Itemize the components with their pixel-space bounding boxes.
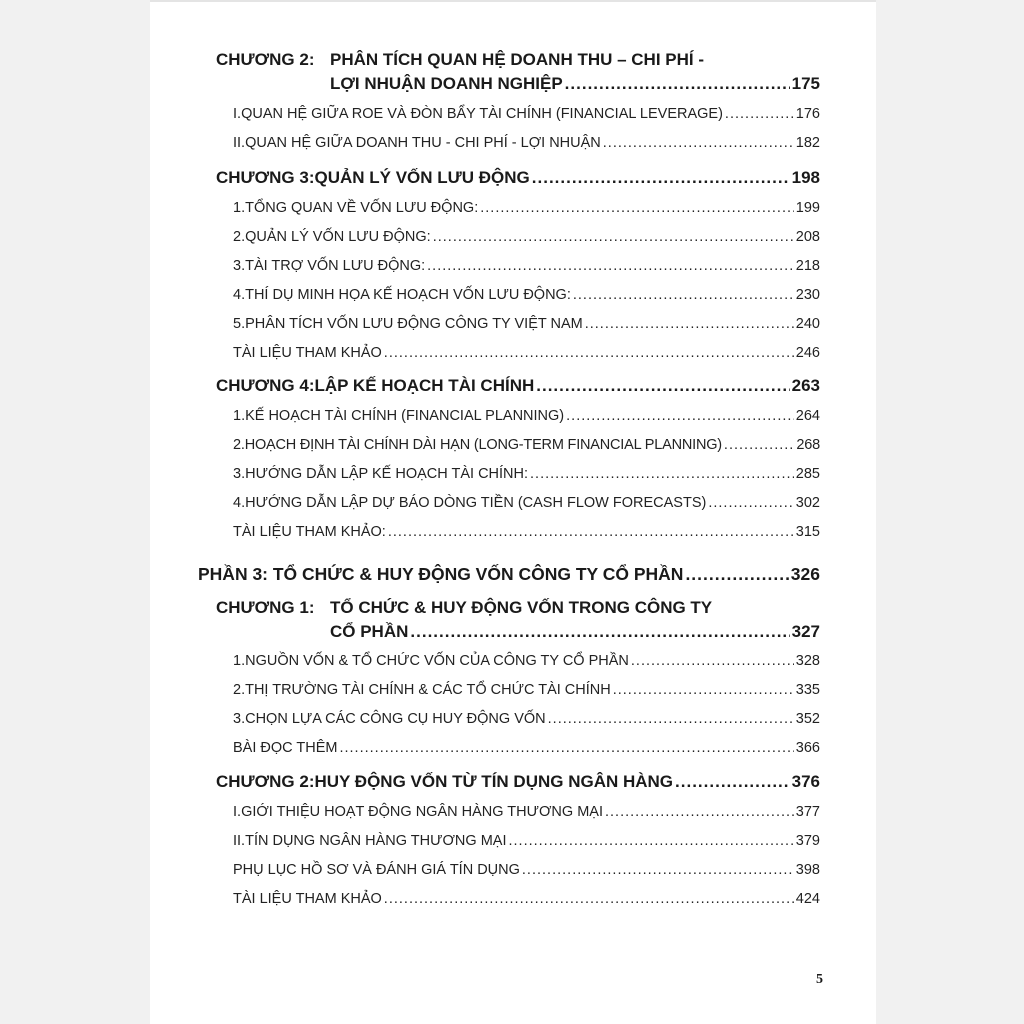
item-title: TÀI LIỆU THAM KHẢO [233,345,382,361]
page-number: 285 [795,466,820,482]
toc-item-further-reading[interactable] [233,740,820,756]
chapter-number: CHƯƠNG 2: [216,772,315,791]
dot-leader [433,229,794,245]
toc-item[interactable] [233,711,820,727]
item-number: 3. [233,258,246,274]
item-number: 3. [233,711,246,727]
page-number: 335 [795,682,820,698]
toc-chapter-entry[interactable] [216,772,820,792]
dot-leader [384,891,794,907]
item-title: TỔNG QUAN VỀ VỐN LƯU ĐỘNG: [245,200,479,216]
item-title: HƯỚNG DẪN LẬP DỰ BÁO DÒNG TIỀN (CASH FLOW FORECASTS) [245,495,707,511]
item-number: 1. [233,200,246,216]
page-footer-number: 5 [816,972,823,987]
item-title: TÀI TRỢ VỐN LƯU ĐỘNG: [245,258,426,274]
page-number: 199 [795,200,820,216]
dot-leader [536,376,789,396]
page-number: 240 [795,316,820,332]
chapter-title-line1: PHÂN TÍCH QUAN HỆ DOANH THU – CHI PHÍ - [330,50,705,69]
item-title: HOẠCH ĐỊNH TÀI CHÍNH DÀI HẠN (LONG-TERM FINANCIAL PLANNING) [244,437,722,453]
toc-chapter-entry[interactable] [330,74,820,94]
dot-leader [530,466,794,482]
item-title: QUẢN LÝ VỐN LƯU ĐỘNG: [245,229,431,245]
page-number: 302 [795,495,820,511]
item-title: THÍ DỤ MINH HỌA KẾ HOẠCH VỐN LƯU ĐỘNG: [245,287,571,303]
page-number: 264 [795,408,820,424]
dot-leader [603,135,794,151]
dot-leader [605,804,794,820]
item-number: I. [233,106,242,122]
toc-chapter-entry[interactable] [216,376,820,396]
item-title: PHÂN TÍCH VỐN LƯU ĐỘNG CÔNG TY VIỆT NAM [245,316,583,332]
chapter-title: HUY ĐỘNG VỐN TỪ TÍN DỤNG NGÂN HÀNG [314,772,674,791]
chapter-title-line1: TỔ CHỨC & HUY ĐỘNG VỐN TRONG CÔNG TY [330,598,713,617]
page-number: 366 [795,740,820,756]
page-number: 263 [791,376,820,395]
toc-chapter-heading [216,50,704,70]
toc-item[interactable] [233,135,820,151]
item-number: 2. [233,437,245,453]
dot-leader [480,200,794,216]
item-number: 4. [233,287,246,303]
toc-item-references[interactable] [233,345,820,361]
dot-leader [613,682,794,698]
dot-leader [427,258,794,274]
toc-item-appendix[interactable] [233,862,820,878]
toc-item[interactable] [233,804,820,820]
part-title: PHẦN 3: TỔ CHỨC & HUY ĐỘNG VỐN CÔNG TY CỔ PHẦN [198,564,684,584]
dot-leader [566,408,794,424]
page-number: 352 [795,711,820,727]
chapter-number: CHƯƠNG 3: [216,168,315,187]
dot-leader [532,168,790,188]
toc-item[interactable] [233,287,820,303]
toc-item-references[interactable] [233,891,820,907]
toc-item[interactable] [233,200,820,216]
toc-chapter-entry[interactable] [330,622,820,642]
toc-item[interactable] [233,106,820,122]
chapter-title: QUẢN LÝ VỐN LƯU ĐỘNG [314,168,530,187]
chapter-number: CHƯƠNG 1: [216,598,315,617]
page-number: 376 [791,772,820,791]
item-title: HƯỚNG DẪN LẬP KẾ HOẠCH TÀI CHÍNH: [245,466,529,482]
item-number: 3. [233,466,246,482]
page-number: 268 [796,437,820,453]
page-number: 175 [791,74,820,93]
dot-leader [548,711,794,727]
chapter-number: CHƯƠNG 2: [216,50,315,69]
dot-leader [388,524,794,540]
toc-item[interactable] [233,316,820,332]
dot-leader [724,437,794,453]
item-number: I. [233,804,242,820]
toc-item[interactable] [233,466,820,482]
toc-item[interactable] [233,229,820,245]
toc-item-references[interactable] [233,524,820,540]
toc-item[interactable] [233,437,820,453]
item-title: BÀI ĐỌC THÊM [233,740,338,756]
toc-item[interactable] [233,682,820,698]
dot-leader [631,653,794,669]
page-number: 326 [790,564,820,584]
dot-leader [522,862,794,878]
toc-chapter-entry[interactable] [216,168,820,188]
dot-leader [565,74,790,94]
dot-leader [384,345,794,361]
page-number: 377 [795,804,820,820]
toc-item[interactable] [233,258,820,274]
page-number: 230 [795,287,820,303]
item-number: 2. [233,682,246,698]
dot-leader [675,772,790,792]
item-number: 2. [233,229,246,245]
dot-leader [685,564,788,585]
page-number: 379 [795,833,820,849]
item-number: 1. [233,653,246,669]
page-number: 315 [795,524,820,540]
toc-item[interactable] [233,408,820,424]
dot-leader [708,495,793,511]
item-number: II. [233,135,246,151]
item-number: 4. [233,495,246,511]
chapter-title-line2: CỔ PHẦN [330,622,409,641]
item-title: PHỤ LỤC HỒ SƠ VÀ ĐÁNH GIÁ TÍN DỤNG [233,862,520,878]
dot-leader [410,622,789,642]
toc-item[interactable] [233,495,820,511]
item-title: CHỌN LỰA CÁC CÔNG CỤ HUY ĐỘNG VỐN [245,711,546,727]
toc-part-entry[interactable] [198,564,820,585]
item-title: KẾ HOẠCH TÀI CHÍNH (FINANCIAL PLANNING) [245,408,565,424]
page-number: 198 [791,168,820,187]
item-number: 1. [233,408,246,424]
chapter-number: CHƯƠNG 4: [216,376,315,395]
dot-leader [573,287,794,303]
toc-chapter-heading [216,598,712,618]
dot-leader [508,833,793,849]
dot-leader [339,740,793,756]
item-title: TÍN DỤNG NGÂN HÀNG THƯƠNG MẠI [245,833,507,849]
item-number: 5. [233,316,246,332]
toc-item[interactable] [233,653,820,669]
dot-leader [725,106,794,122]
dot-leader [585,316,794,332]
item-number: II. [233,833,246,849]
chapter-title: LẬP KẾ HOẠCH TÀI CHÍNH [314,376,535,395]
page-number: 328 [795,653,820,669]
page-number: 176 [795,106,820,122]
toc-item[interactable] [233,833,820,849]
item-title: QUAN HỆ GIỮA DOANH THU - CHI PHÍ - LỢI NHUẬN [245,135,601,151]
page-number: 327 [791,622,820,641]
page-number: 208 [795,229,820,245]
page-number: 424 [795,891,820,907]
item-title: GIỚI THIỆU HOẠT ĐỘNG NGÂN HÀNG THƯƠNG MẠI [241,804,603,820]
page-number: 182 [795,135,820,151]
page-number: 398 [795,862,820,878]
item-title: TÀI LIỆU THAM KHẢO: [233,524,386,540]
page-number: 246 [795,345,820,361]
page-number: 218 [795,258,820,274]
item-title: THỊ TRƯỜNG TÀI CHÍNH & CÁC TỔ CHỨC TÀI CHÍNH [245,682,611,698]
item-title: TÀI LIỆU THAM KHẢO [233,891,382,907]
item-title: QUAN HỆ GIỮA ROE VÀ ĐÒN BẨY TÀI CHÍNH (FINANCIAL LEVERAGE) [241,106,723,122]
item-title: NGUỒN VỐN & TỔ CHỨC VỐN CỦA CÔNG TY CỔ PHẦN [245,653,629,669]
chapter-title-line2: LỢI NHUẬN DOANH NGHIỆP [330,74,563,93]
